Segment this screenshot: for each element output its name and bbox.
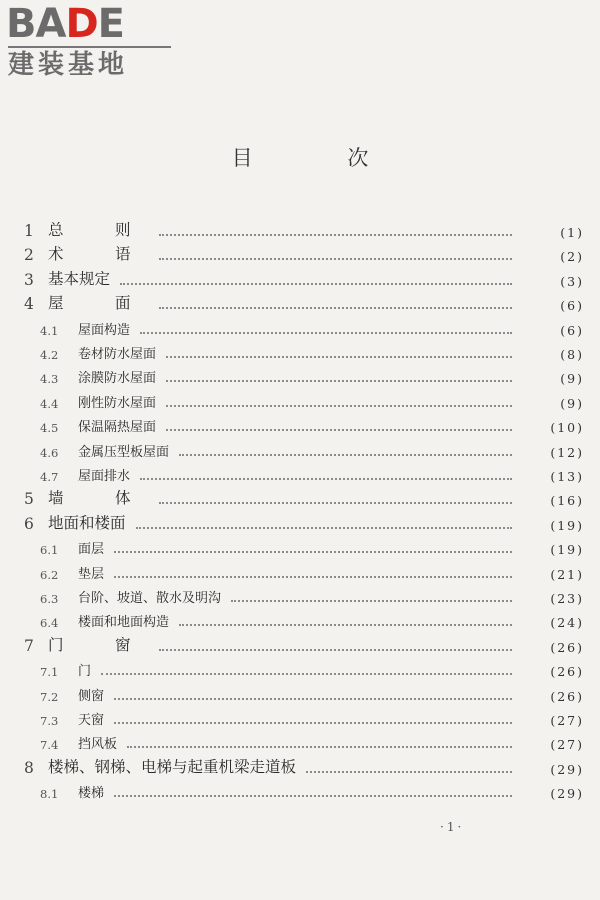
toc-leader-dots xyxy=(114,551,512,553)
toc-entry[interactable] xyxy=(40,706,584,728)
toc-entry-title: 楼梯 xyxy=(78,786,105,802)
toc-entry[interactable] xyxy=(40,730,584,753)
toc-leader-dots xyxy=(179,624,512,626)
toc-leader-dots xyxy=(159,649,512,651)
toc-entry-title: 垫层 xyxy=(78,566,105,582)
toc-entry-number: 4.6 xyxy=(40,445,59,460)
toc-entry-title: 基本规定 xyxy=(48,269,111,288)
toc-entry-number: 7.2 xyxy=(40,689,59,704)
toc-entry[interactable] xyxy=(40,560,584,582)
toc-entry-number: 4.5 xyxy=(40,421,59,436)
toc-entry-page: (16) xyxy=(550,493,584,509)
toc-entry-page: (12) xyxy=(550,444,584,460)
toc-leader-dots xyxy=(114,698,512,700)
toc-leader-dots xyxy=(127,746,512,748)
toc-entry-number: 4.1 xyxy=(40,323,59,338)
toc-entry-page: (27) xyxy=(550,713,584,728)
toc-entry-page: (6) xyxy=(560,322,584,338)
toc-leader-dots xyxy=(101,673,512,675)
toc-entry-page: (29) xyxy=(550,761,584,777)
toc-entry-title: 挡风板 xyxy=(78,737,118,753)
toc-entry-page: (23) xyxy=(550,591,584,606)
toc-entry-number: 6.4 xyxy=(40,616,59,631)
toc-entry[interactable] xyxy=(24,511,584,533)
toc-entry[interactable] xyxy=(24,291,584,314)
toc-entry-title: 楼面和地面构造 xyxy=(78,615,170,631)
toc-entry[interactable] xyxy=(40,535,584,558)
toc-entry-number: 4.3 xyxy=(40,372,59,387)
toc-entry-page: (26) xyxy=(550,664,584,680)
toc-leader-dots xyxy=(306,771,512,773)
toc-entry-number: 6.1 xyxy=(40,543,59,558)
toc-leader-dots xyxy=(140,478,512,480)
toc-entry-page: (10) xyxy=(550,420,584,436)
toc-entry-number: 4.2 xyxy=(40,348,59,362)
toc-entry-title: 地面和楼面 xyxy=(48,513,126,532)
toc-leader-dots xyxy=(114,722,512,724)
toc-entry-page: (21) xyxy=(550,566,584,582)
toc-entry-title: 卷材防水屋面 xyxy=(78,347,157,362)
toc-entry[interactable] xyxy=(40,462,584,484)
toc-leader-dots xyxy=(114,795,512,797)
toc-entry-title: 涂膜防水屋面 xyxy=(78,371,157,387)
toc-leader-dots xyxy=(166,356,512,358)
toc-leader-dots xyxy=(120,283,512,285)
toc-entry-number: 3 xyxy=(24,270,34,289)
toc-entry-title: 金属压型板屋面 xyxy=(78,444,170,460)
toc-entry[interactable] xyxy=(40,779,584,802)
toc-entry[interactable] xyxy=(40,389,584,411)
toc-entry-page: (27) xyxy=(550,737,584,753)
toc-entry-page: (26) xyxy=(550,639,584,655)
toc-entry-number: 6.3 xyxy=(40,592,59,606)
toc-leader-dots xyxy=(166,405,512,407)
toc-leader-dots xyxy=(140,332,512,334)
toc-entry-title: 台阶、坡道、散水及明沟 xyxy=(78,591,222,606)
toc-entry-title: 天窗 xyxy=(78,713,105,728)
toc-entry-page: (1) xyxy=(560,225,584,240)
toc-entry[interactable] xyxy=(24,242,584,265)
toc-entry-title: 术 语 xyxy=(48,245,149,264)
toc-leader-dots xyxy=(159,234,512,236)
toc-entry-number: 1 xyxy=(24,222,34,240)
toc-leader-dots xyxy=(166,380,512,382)
toc-entry-number: 4.7 xyxy=(40,470,59,484)
toc-entry-page: (8) xyxy=(560,347,584,362)
toc-entry-number: 4 xyxy=(24,295,34,314)
toc-leader-dots xyxy=(159,258,512,260)
toc-entry-page: (26) xyxy=(550,688,584,704)
toc-entry-number: 8.1 xyxy=(40,787,59,802)
toc-leader-dots xyxy=(166,429,512,431)
toc-entry-title: 墙 体 xyxy=(48,489,149,508)
toc-entry-title: 刚性防水屋面 xyxy=(78,395,157,411)
toc-entry-number: 8 xyxy=(24,758,34,777)
toc-entry-title: 总 则 xyxy=(48,221,149,239)
toc-entry[interactable] xyxy=(24,755,584,777)
toc-entry[interactable] xyxy=(24,267,584,289)
toc-entry[interactable] xyxy=(40,364,584,387)
toc-entry-page: (2) xyxy=(560,249,584,265)
toc-entry[interactable] xyxy=(24,486,584,509)
toc-leader-dots xyxy=(231,600,512,602)
toc-entry-page: (29) xyxy=(550,786,584,802)
toc-entry-page: (9) xyxy=(560,371,584,387)
toc-entry[interactable] xyxy=(40,584,584,606)
toc-entry-number: 5 xyxy=(24,490,34,509)
toc-entry[interactable] xyxy=(40,340,584,362)
toc-entry-number: 2 xyxy=(24,246,34,265)
logo-wordmark: BADE xyxy=(6,1,124,47)
toc-entry-number: 7.3 xyxy=(40,714,59,728)
toc-entry-page: (3) xyxy=(560,273,584,289)
toc-entry[interactable] xyxy=(40,682,584,704)
toc-entry-title: 屋面构造 xyxy=(78,322,131,338)
toc-entry-title: 侧窗 xyxy=(78,688,105,704)
toc-entry-page: (19) xyxy=(550,542,584,558)
toc-leader-dots xyxy=(159,502,512,504)
toc-entry-title: 门 xyxy=(78,664,92,680)
toc-entry-number: 7 xyxy=(24,636,34,655)
toc-entry-number: 7.1 xyxy=(40,665,59,680)
toc-entry-number: 4.4 xyxy=(40,396,59,411)
toc-entry-page: (13) xyxy=(550,469,584,484)
toc-entry-title: 屋面排水 xyxy=(78,469,131,484)
toc-entry-number: 6.2 xyxy=(40,567,59,582)
toc-entry[interactable] xyxy=(40,438,584,460)
toc-entry-title: 门 窗 xyxy=(48,635,149,654)
toc-leader-dots xyxy=(159,307,512,309)
toc-entry[interactable] xyxy=(40,657,584,680)
toc-entry-page: (24) xyxy=(550,615,584,631)
page-number: ·1· xyxy=(440,820,465,834)
toc-entry[interactable] xyxy=(40,413,584,436)
toc-leader-dots xyxy=(114,576,512,578)
toc-entry-title: 面层 xyxy=(78,542,105,558)
toc-entry-page: (6) xyxy=(560,298,584,314)
toc-entry-title: 楼梯、钢梯、电梯与起重机梁走道板 xyxy=(48,757,297,776)
page-title: 目 次 xyxy=(231,146,413,170)
toc-entry-title: 保温隔热屋面 xyxy=(78,420,157,436)
toc-entry[interactable] xyxy=(24,633,584,655)
logo-subtitle: 建装基地 xyxy=(8,50,129,80)
toc-entry-number: 6 xyxy=(24,514,34,533)
toc-entry[interactable] xyxy=(24,218,584,240)
toc-leader-dots xyxy=(136,527,512,529)
toc-entry[interactable] xyxy=(40,608,584,631)
toc-entry-title: 屋 面 xyxy=(48,294,149,313)
bade-logo xyxy=(6,2,176,79)
toc-leader-dots xyxy=(179,454,512,456)
toc-entry-number: 7.4 xyxy=(40,738,59,753)
toc-entry-page: (9) xyxy=(560,395,584,411)
toc-entry-page: (19) xyxy=(550,517,584,533)
toc-entry[interactable] xyxy=(40,316,584,338)
